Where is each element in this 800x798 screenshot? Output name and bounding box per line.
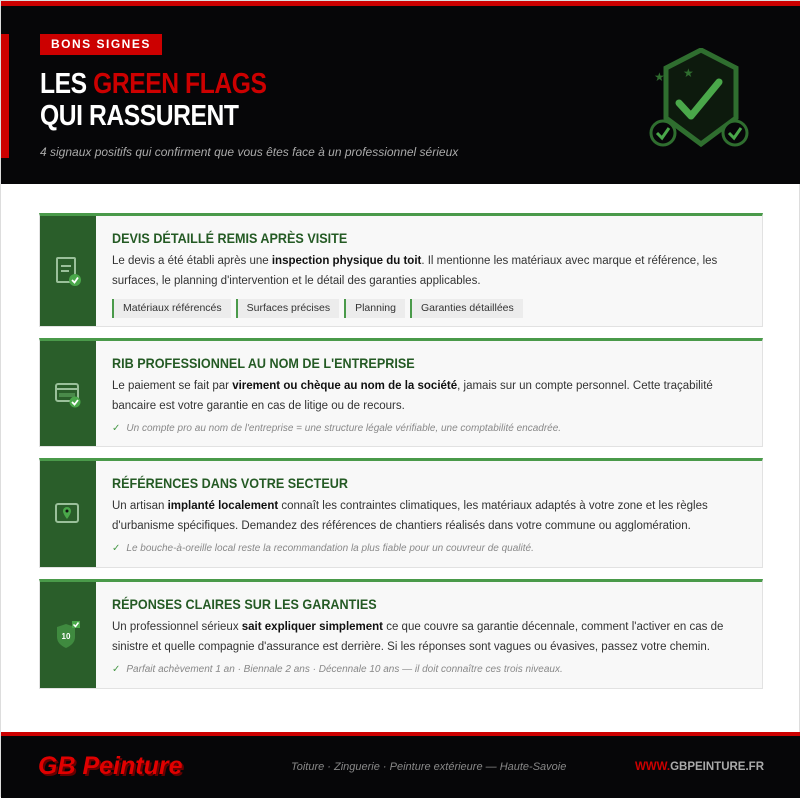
tag: Planning xyxy=(344,299,405,318)
card-text: Le paiement se fait par virement ou chèque au nom de la société, jamais sur un compte personnel. Cette traçabilité bancaire est votre garantie en cas de litige ou de recours. xyxy=(112,380,713,412)
footer-tagline: Toiture · Zinguerie · Peinture extérieure — Haute-Savoie xyxy=(291,761,567,773)
website-link[interactable]: WWW.GBPEINTURE.FR xyxy=(634,761,764,773)
title-accent: GREEN FLAGS xyxy=(93,68,267,100)
card-note: ✓ Parfait achèvement 1 an · Biennale 2 ans · Décennale 10 ans — il doit connaître ces trois niveaux. xyxy=(112,664,563,675)
card-title: DEVIS DÉTAILLÉ REMIS APRÈS VISITE xyxy=(112,230,348,246)
svg-text:10: 10 xyxy=(61,632,71,641)
title-pre: LES xyxy=(40,68,94,100)
card-text: Un artisan implanté localement connaît les contraintes climatiques, les matériaux adaptés à votre zone et les règles d'urbanisme spécifiques. Demandez des références de chantiers réalisés dans votre commune ou agglomération. xyxy=(112,500,708,532)
section-badge: BONS SIGNES xyxy=(40,34,162,55)
card-title: RÉPONSES CLAIRES SUR LES GARANTIES xyxy=(112,596,377,612)
subtitle: 4 signaux positifs qui confirment que vous êtes face à un professionnel sérieux xyxy=(40,145,459,159)
card-note: ✓ Le bouche-à-oreille local reste la recommandation la plus fiable pour un couvreur de qualité. xyxy=(112,543,534,554)
card-references xyxy=(39,458,763,568)
check-icon: ✓ xyxy=(112,423,121,434)
card-garanties xyxy=(39,579,763,689)
brand-logo: GB Peinture xyxy=(38,752,183,780)
document-check-icon xyxy=(55,256,81,286)
shield-10-icon xyxy=(54,620,82,650)
page-title xyxy=(40,68,266,132)
bank-card-check-icon xyxy=(54,380,82,408)
card-rib xyxy=(39,338,763,447)
star-icon: ★ xyxy=(654,70,665,84)
card-devis xyxy=(39,213,763,327)
tag: Surfaces précises xyxy=(236,299,339,318)
map-pin-icon xyxy=(54,502,82,526)
card-title: RÉFÉRENCES DANS VOTRE SECTEUR xyxy=(112,475,348,491)
title-line2: QUI RASSURENT xyxy=(40,100,239,132)
tag: Matériaux référencés xyxy=(112,299,231,318)
star-icon: ★ xyxy=(683,66,694,80)
accent-bar xyxy=(1,34,9,158)
card-note: ✓ Un compte pro au nom de l'entreprise = une structure légale vérifiable, une comptabilité encadrée. xyxy=(112,423,562,434)
tag: Garanties détaillées xyxy=(410,299,523,318)
check-icon: ✓ xyxy=(112,664,121,675)
card-title: RIB PROFESSIONNEL AU NOM DE L'ENTREPRISE xyxy=(112,355,415,371)
header xyxy=(1,1,800,184)
tag-list xyxy=(112,299,746,318)
check-icon: ✓ xyxy=(112,543,121,554)
card-text: Un professionnel sérieux sait expliquer simplement ce que couvre sa garantie décennale, comment l'activer en cas de sinistre et quelle compagnie d'assurance est derrière. Si les réponses sont vagues ou évasives, passez votre chemin. xyxy=(112,621,724,653)
shield-check-icon xyxy=(646,48,756,153)
card-text: Le devis a été établi après une inspection physique du toit. Il mentionne les matériaux avec marque et référence, les surfaces, le planning d'intervention et le détail des garanties applicables. xyxy=(112,255,718,287)
footer xyxy=(1,732,800,798)
